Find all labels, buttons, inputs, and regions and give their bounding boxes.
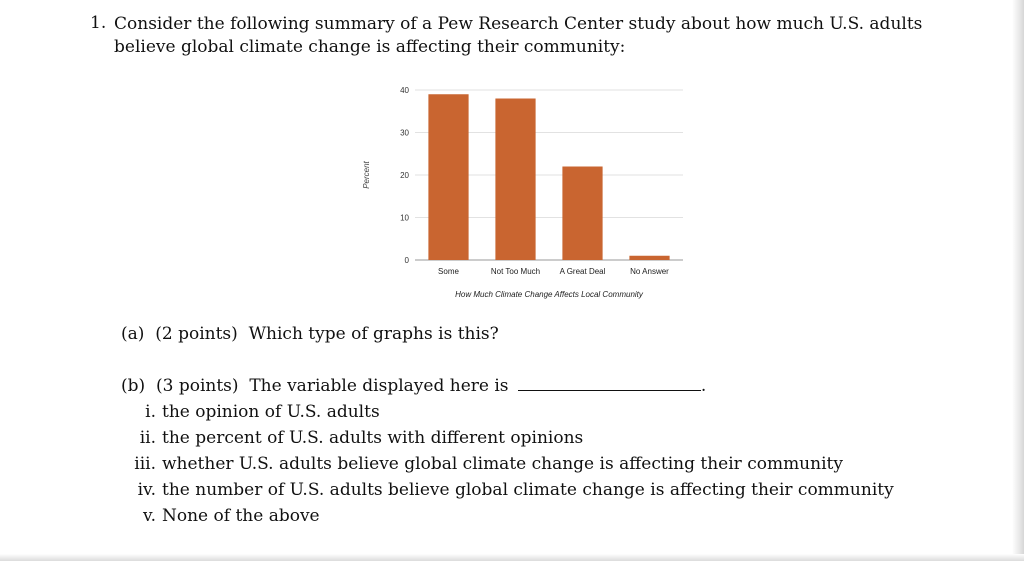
part-b: [121, 376, 706, 396]
bar-chart: [355, 80, 695, 310]
page-bottom-edge: [0, 554, 1024, 561]
x-tick-label: Some: [438, 267, 459, 276]
part-a: [121, 324, 499, 344]
option-number: ii.: [139, 428, 156, 448]
option-text: whether U.S. adults believe global climate change is affecting their community: [162, 454, 843, 474]
option-number: i.: [145, 402, 156, 422]
x-axis-title: How Much Climate Change Affects Local Community: [455, 290, 643, 299]
y-axis-title: Percent: [362, 161, 371, 189]
question-number: 1.: [90, 13, 107, 33]
option-iii: [126, 454, 843, 474]
option-text: the percent of U.S. adults with different opinions: [162, 428, 584, 448]
y-tick-label: 20: [400, 171, 409, 180]
part-a-points: (2 points): [155, 324, 238, 344]
x-tick-label: No Answer: [630, 267, 669, 276]
x-tick-label: Not Too Much: [490, 267, 541, 276]
x-tick-label: A Great Deal: [559, 267, 606, 276]
part-b-period: .: [700, 376, 707, 396]
question-text: Consider the following summary of a Pew Research Center study about how much U.S. adults believe global climate change is affecting their community:: [114, 14, 923, 57]
option-v: [126, 506, 320, 526]
option-text: None of the above: [162, 506, 320, 526]
part-a-text: Which type of graphs is this?: [248, 324, 499, 344]
option-text: the opinion of U.S. adults: [162, 402, 380, 422]
y-tick-label: 40: [400, 86, 409, 95]
y-tick-label: 10: [400, 213, 409, 223]
part-a-label: (a): [121, 324, 145, 344]
y-tick-label: 0: [404, 256, 409, 265]
option-i: [126, 402, 380, 422]
bar: [629, 256, 669, 260]
option-ii: [126, 428, 583, 448]
option-number: iii.: [134, 454, 156, 474]
answer-blank[interactable]: [518, 376, 701, 391]
option-number: iv.: [137, 480, 156, 500]
option-text: the number of U.S. adults believe global climate change is affecting their community: [162, 480, 894, 500]
bar: [495, 99, 535, 261]
option-iv: [126, 480, 894, 500]
option-number: v.: [143, 506, 156, 526]
y-tick-label: 30: [400, 128, 409, 138]
page-edge-shadow: [1012, 0, 1024, 561]
bar: [562, 167, 602, 261]
bar: [428, 94, 468, 260]
part-b-text: The variable displayed here is: [249, 376, 509, 396]
part-b-label: (b): [121, 376, 146, 396]
part-b-points: (3 points): [155, 376, 239, 396]
